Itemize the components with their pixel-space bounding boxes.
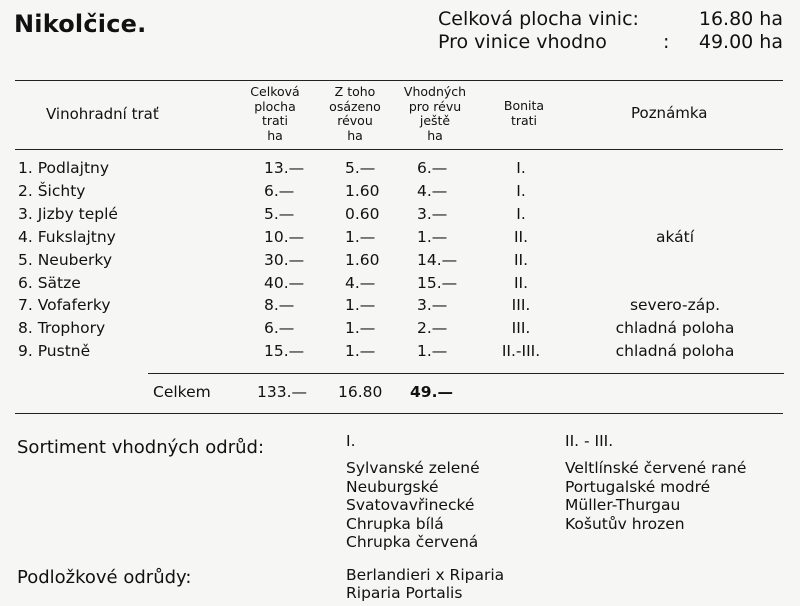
row-suitable: 4.— — [417, 182, 448, 200]
table-row — [0, 342, 800, 365]
header-total-area: Celková plocha trati ha — [250, 84, 300, 143]
totals-row — [0, 383, 800, 406]
table-bottom-rule — [15, 413, 783, 414]
assortment-label: Sortiment vhodných odrůd: — [17, 437, 265, 458]
table-row — [0, 274, 800, 297]
row-name: 1. Podlajtny — [18, 159, 110, 177]
row-total: 15.— — [264, 342, 305, 360]
totals-total: 133.— — [257, 383, 308, 401]
row-name: 5. Neuberky — [18, 251, 113, 269]
list-item: Riparia Portalis — [346, 584, 463, 603]
row-suitable: 2.— — [417, 319, 448, 337]
assortment-col1 — [346, 432, 480, 551]
row-bonita: I. — [516, 205, 526, 223]
row-note: chladná poloha — [615, 342, 735, 360]
suitable-area-label: Pro vinice vhodno — [438, 31, 607, 53]
suitable-area-separator: : — [663, 31, 670, 53]
row-suitable: 6.— — [417, 159, 448, 177]
row-planted: 5.— — [345, 159, 376, 177]
totals-suitable: 49.— — [410, 383, 453, 401]
row-planted: 1.60 — [345, 251, 380, 269]
row-total: 30.— — [264, 251, 305, 269]
list-item: Müller-Thurgau — [565, 496, 681, 515]
row-suitable: 1.— — [417, 342, 448, 360]
header-bonita: Bonita trati — [503, 98, 545, 128]
totals-top-rule — [148, 373, 784, 374]
row-note: chladná poloha — [615, 319, 735, 337]
table-row — [0, 205, 800, 228]
row-bonita: II.-III. — [501, 342, 541, 360]
row-total: 10.— — [264, 228, 305, 246]
list-item: Chrupka bílá — [346, 514, 444, 533]
row-planted: 1.60 — [345, 182, 380, 200]
total-vineyard-area-label: Celková plocha vinic: — [438, 8, 639, 30]
table-row — [0, 296, 800, 319]
row-total: 5.— — [264, 205, 295, 223]
row-planted: 1.— — [345, 296, 376, 314]
list-item: Sylvanské zelené — [346, 459, 480, 478]
table-row — [0, 228, 800, 251]
list-item: Portugalské modré — [565, 477, 711, 496]
row-suitable: 15.— — [417, 274, 458, 292]
row-total: 13.— — [264, 159, 305, 177]
row-planted: 1.— — [345, 319, 376, 337]
row-total: 40.— — [264, 274, 305, 292]
row-name: 3. Jizby teplé — [18, 205, 118, 223]
assortment-col1-heading: I. — [346, 432, 356, 450]
assortment-col2 — [565, 432, 746, 533]
row-bonita: II. — [513, 228, 529, 246]
list-item: Berlandieri x Riparia — [346, 566, 505, 584]
list-item: Svatovavřinecké — [346, 496, 475, 515]
header-suitable: Vhodných pro révu ještě ha — [403, 84, 467, 143]
row-note: severo-záp. — [629, 296, 721, 314]
table-row — [0, 319, 800, 342]
assortment-col2-heading: II. - III. — [565, 432, 614, 450]
row-bonita: II. — [513, 274, 529, 292]
row-note: akátí — [655, 228, 695, 246]
totals-planted: 16.80 — [338, 383, 383, 401]
row-name: 9. Pustně — [18, 342, 91, 360]
total-vineyard-area-value: 16.80 ha — [698, 8, 783, 30]
table-top-rule — [15, 80, 783, 81]
rootstock-label: Podložkové odrůdy: — [17, 567, 192, 588]
table-row — [0, 159, 800, 182]
list-item: Košutův hrozen — [565, 514, 685, 533]
table-row — [0, 182, 800, 205]
totals-label: Celkem — [153, 383, 211, 401]
row-total: 8.— — [264, 296, 295, 314]
row-name: 6. Sätze — [18, 274, 81, 292]
row-planted: 1.— — [345, 342, 376, 360]
table-row — [0, 251, 800, 274]
header-vineyard: Vinohradní trať — [46, 105, 159, 123]
row-bonita: I. — [516, 159, 526, 177]
rootstock-list — [346, 566, 504, 603]
table-header-rule — [15, 149, 783, 150]
row-name: 8. Trophory — [18, 319, 106, 337]
row-total: 6.— — [264, 182, 295, 200]
row-suitable: 3.— — [417, 296, 448, 314]
list-item: Chrupka červená — [346, 533, 479, 552]
row-bonita: I. — [516, 182, 526, 200]
row-planted: 4.— — [345, 274, 376, 292]
row-total: 6.— — [264, 319, 295, 337]
row-suitable: 14.— — [417, 251, 458, 269]
row-suitable: 3.— — [417, 205, 448, 223]
row-bonita: II. — [513, 251, 529, 269]
list-item: Neuburgské — [346, 477, 439, 496]
row-name: 7. Vofaferky — [18, 296, 111, 314]
row-name: 2. Šichty — [18, 182, 86, 200]
page-title: Nikolčice. — [14, 10, 147, 38]
header-planted: Z toho osázeno révou ha — [329, 84, 381, 143]
row-name: 4. Fukslajtny — [18, 228, 116, 246]
row-suitable: 1.— — [417, 228, 448, 246]
header-note: Poznámka — [631, 104, 708, 122]
list-item: Veltlínské červené rané — [565, 459, 747, 478]
suitable-area-value: 49.00 ha — [698, 31, 783, 53]
row-bonita: III. — [511, 296, 531, 314]
row-bonita: III. — [511, 319, 531, 337]
row-planted: 0.60 — [345, 205, 380, 223]
row-planted: 1.— — [345, 228, 376, 246]
